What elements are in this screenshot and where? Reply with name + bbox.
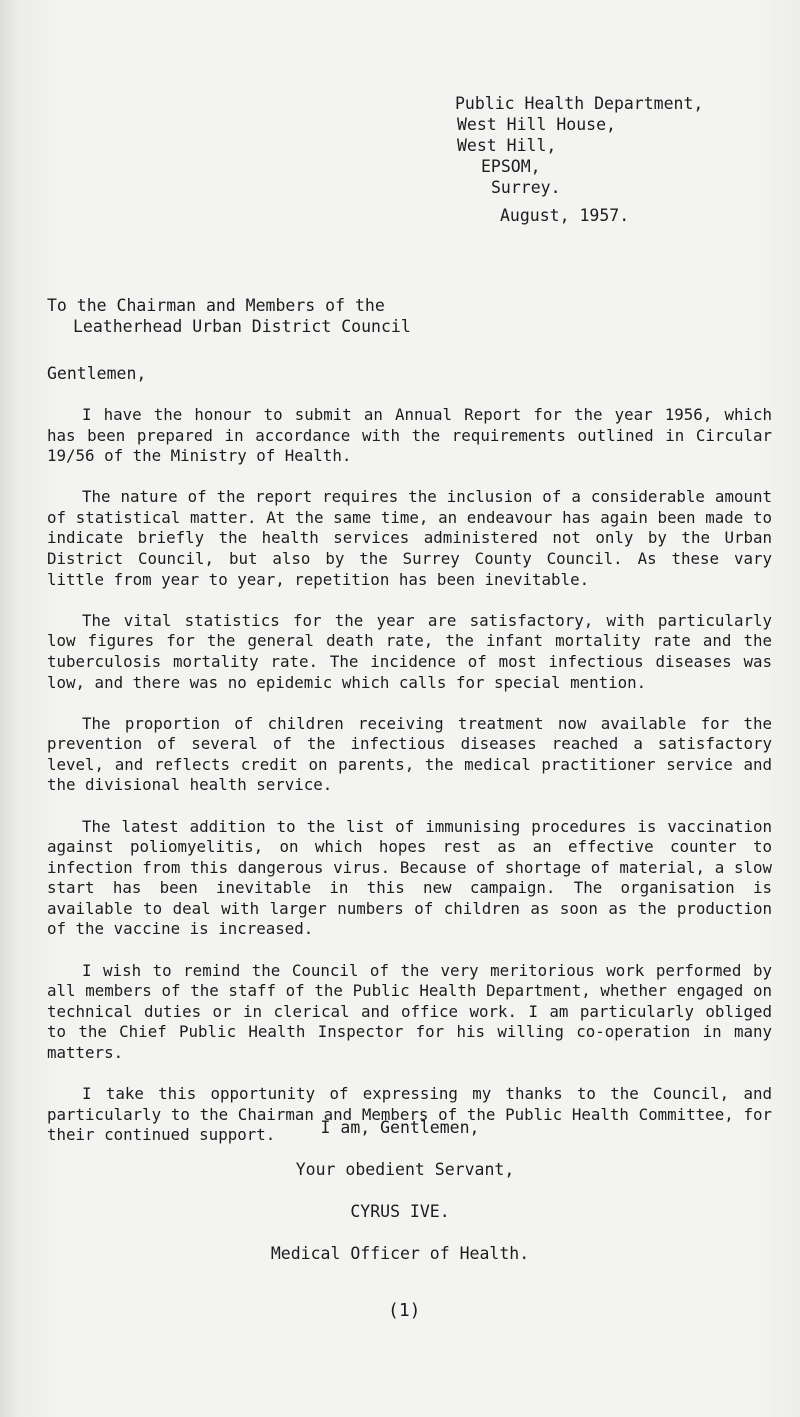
body-paragraph: The proportion of children receiving treatment now available for the prevention of several of the infectious diseases reached a satisfactory level, and reflects credit on parents, the medical practitioner service and the divisional health service. xyxy=(47,713,772,795)
closing-block xyxy=(0,1117,800,1285)
letter-body xyxy=(47,405,772,1166)
sender-address xyxy=(455,93,703,198)
address-line: West Hill, xyxy=(457,136,557,155)
recipient-line: Leatherhead Urban District Council xyxy=(73,317,411,336)
address-line: Public Health Department, xyxy=(455,94,704,113)
body-paragraph: I wish to remind the Council of the very meritorious work performed by all members of the staff of the Public Health Department, whether engaged on technical duties or in clerical and office work. I am particularly obliged to the Chief Public Health Inspector for his willing co-operation in many matters. xyxy=(47,960,772,1062)
salutation: Gentlemen, xyxy=(47,364,147,383)
body-paragraph: I take this opportunity of expressing my thanks to the Council, and particularly to the Chairman and Members of the Public Health Committee, for their continued support. xyxy=(47,1084,772,1145)
closing-line: Your obedient Servant, xyxy=(295,1160,515,1179)
body-paragraph: The vital statistics for the year are satisfactory, with particularly low figures for the general death rate, the infant mortality rate and the tuberculosis mortality rate. The incidence of most infectious diseases was low, and there was no epidemic which calls for special mention. xyxy=(47,610,772,692)
address-line: West Hill House, xyxy=(457,115,616,134)
signature-title: Medical Officer of Health. xyxy=(270,1244,530,1263)
body-paragraph: The nature of the report requires the inclusion of a considerable amount of statistical matter. At the same time, an endeavour has again been made to indicate briefly the health services administered not only by the Urban District Council, but also by the Surrey County Council. As these vary little from year to year, repetition has been inevitable. xyxy=(47,487,772,589)
page-number: (1) xyxy=(388,1300,421,1321)
address-line: Surrey. xyxy=(491,178,561,197)
signature-name: CYRUS IVE. xyxy=(350,1202,450,1221)
address-line: EPSOM, xyxy=(481,157,541,176)
recipient-block xyxy=(47,295,411,337)
closing-line: I am, Gentlemen, xyxy=(320,1118,480,1137)
body-paragraph: I have the honour to submit an Annual Report for the year 1956, which has been prepared in accordance with the requirements outlined in Circular 19/56 of the Ministry of Health. xyxy=(47,405,772,466)
letter-date: August, 1957. xyxy=(500,206,630,225)
recipient-line: To the Chairman and Members of the xyxy=(47,296,385,315)
body-paragraph: The latest addition to the list of immunising procedures is vaccination against poliomyelitis, on which hopes rest as an effective counter to infection from this dangerous virus. Because of shortage of material, a slow start has been inevitable in this new campaign. The organisation is available to deal with larger numbers of children as soon as the production of the vaccine is increased. xyxy=(47,816,772,939)
